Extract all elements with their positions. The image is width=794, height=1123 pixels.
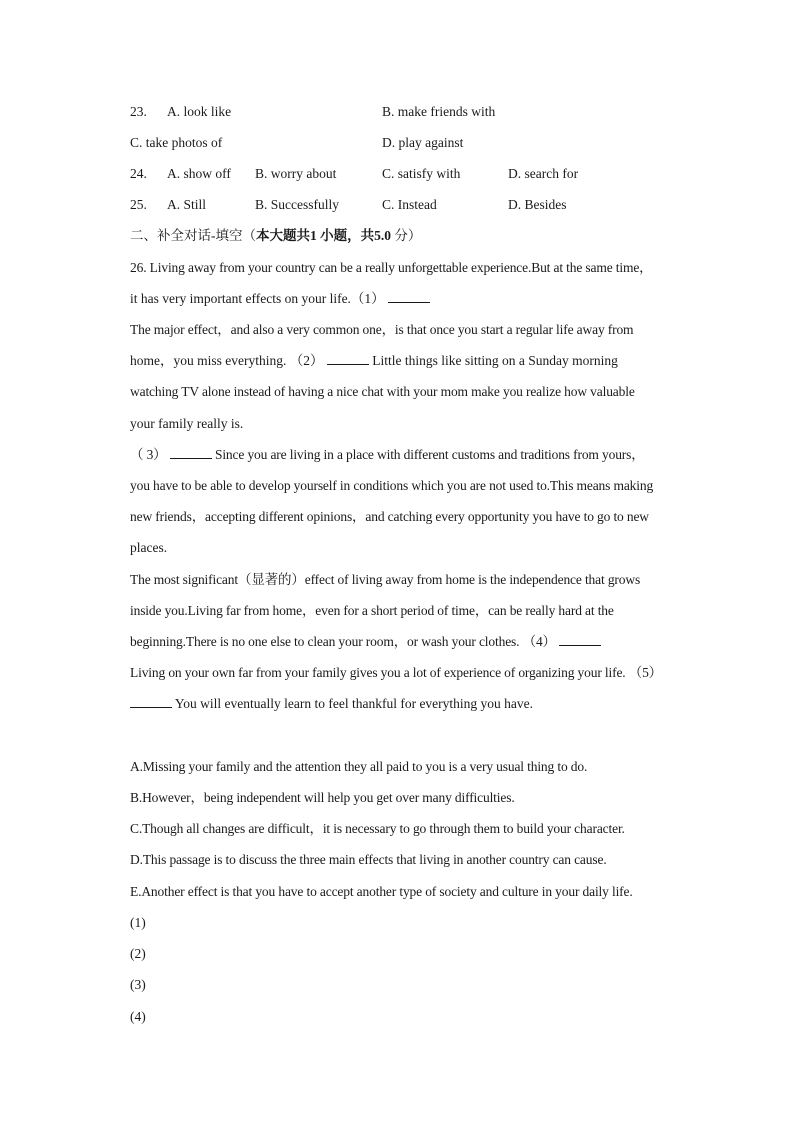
option-23-b: B. make friends with (382, 104, 496, 119)
answer-4: (4) (130, 1009, 146, 1024)
blank-3[interactable] (170, 446, 212, 459)
option-23-c: C. take photos of (130, 135, 223, 150)
passage-line-3: The major effect，and also a very common one，is that once you start a regular life away from (130, 322, 634, 337)
section-count: 1 (310, 228, 317, 243)
section-heading (130, 226, 421, 246)
passage-line-7-end: Since you are living in a place with different customs and traditions from yours， (211, 447, 645, 462)
passage-line-1: 26. Living away from your country can be a really unforgettable experience.But at the same time， (130, 260, 653, 275)
option-25-c: C. Instead (382, 197, 437, 212)
passage-line-14: Living on your own far from your family gives you a lot of experience of organizing your life. （5） (130, 665, 663, 680)
section-prefix: 二、补全对话-填空（ (130, 228, 256, 243)
passage-line-10: places. (130, 540, 168, 555)
option-25-a: A. Still (167, 197, 207, 212)
passage-line-2 (130, 289, 430, 309)
choice-e: E.Another effect is that you have to accept another type of society and culture in your daily life. (130, 884, 633, 899)
option-24-a: A. show off (167, 166, 231, 181)
passage-line-4 (130, 351, 618, 371)
option-24-b: B. worry about (255, 166, 337, 181)
option-23-d: D. play against (382, 135, 464, 150)
passage-line-2-text: it has very important effects on your life.（1） (130, 291, 385, 306)
option-24-c: C. satisfy with (382, 166, 461, 181)
passage-line-9: new friends，accepting different opinions，and catching every opportunity you have to go to new (130, 509, 649, 524)
passage-line-7-start: （ 3） (130, 447, 170, 462)
passage-line-15 (130, 694, 533, 714)
answer-3: (3) (130, 977, 146, 992)
option-25-b: B. Successfully (255, 197, 339, 212)
choice-d: D.This passage is to discuss the three main effects that living in another country can cause. (130, 852, 607, 867)
passage-line-6: your family really is. (130, 416, 244, 431)
passage-line-13 (130, 632, 601, 652)
section-mid: 小题，共 (316, 228, 375, 243)
answer-2: (2) (130, 946, 146, 961)
blank-5[interactable] (130, 695, 172, 708)
choice-a: A.Missing your family and the attention they all paid to you is a very usual thing to do. (130, 759, 588, 774)
section-suffix: 分） (391, 228, 422, 243)
blank-1[interactable] (388, 290, 430, 303)
passage-line-15-text: You will eventually learn to feel thankful for everything you have. (172, 696, 534, 711)
choice-c: C.Though all changes are difficult，it is necessary to go through them to build your character. (130, 821, 625, 836)
passage-line-11: The most significant（显著的）effect of living away from home is the independence that grows (130, 572, 641, 587)
passage-line-4-end: Little things like sitting on a Sunday morning (368, 353, 618, 368)
answer-1: (1) (130, 915, 146, 930)
passage-line-5: watching TV alone instead of having a nice chat with your mom make you realize how valuable (130, 384, 635, 399)
question-23-number: 23. (130, 104, 147, 119)
passage-line-12: inside you.Living far from home，even for a short period of time，can be really hard at the (130, 603, 614, 618)
question-24-number: 24. (130, 166, 147, 181)
option-25-d: D. Besides (508, 197, 567, 212)
question-25-number: 25. (130, 197, 147, 212)
blank-4[interactable] (559, 633, 601, 646)
option-23-a: A. look like (167, 104, 232, 119)
section-score: 5.0 (374, 228, 391, 243)
blank-2[interactable] (327, 352, 369, 365)
passage-line-8: you have to be able to develop yourself in conditions which you are not used to.This means making (130, 478, 654, 493)
passage-line-4-start: home，you miss everything. （2） (130, 353, 327, 368)
section-bold-label: 本大题共 (256, 228, 310, 243)
passage-line-7 (130, 445, 645, 465)
option-24-d: D. search for (508, 166, 579, 181)
passage-line-13-text: beginning.There is no one else to clean your room，or wash your clothes. （4） (130, 634, 556, 649)
choice-b: B.However，being independent will help you get over many difficulties. (130, 790, 515, 805)
